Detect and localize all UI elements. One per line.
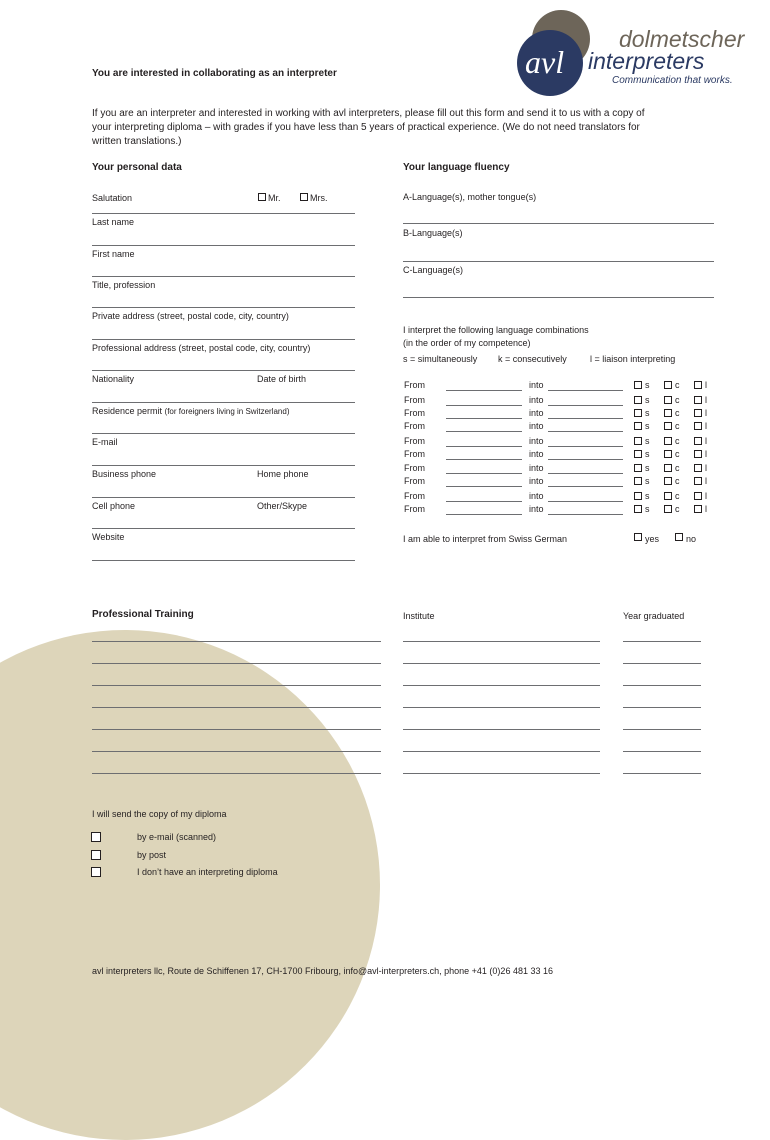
combo-into-label-8: into	[529, 476, 544, 486]
combo-into-label-1: into	[529, 380, 544, 390]
combo-from-field-10[interactable]	[446, 514, 522, 515]
year-field-2[interactable]	[623, 663, 701, 664]
combo-into-field-4[interactable]	[548, 431, 623, 432]
combo-l-checkbox-1[interactable]	[694, 381, 702, 389]
logo	[515, 8, 765, 93]
year-field-5[interactable]	[623, 729, 701, 730]
combo-l-checkbox-4[interactable]	[694, 422, 702, 430]
b-language-field[interactable]	[403, 261, 714, 262]
combo-from-field-8[interactable]	[446, 486, 522, 487]
combo-c-checkbox-5[interactable]	[664, 437, 672, 445]
combo-s-checkbox-4[interactable]	[634, 422, 642, 430]
combo-c-checkbox-6[interactable]	[664, 450, 672, 458]
combo-l-checkbox-10[interactable]	[694, 505, 702, 513]
combo-s-label-4: s	[645, 421, 650, 431]
combo-into-label-4: into	[529, 421, 544, 431]
mrs-label: Mrs.	[310, 193, 328, 203]
last-name-field[interactable]	[92, 245, 355, 246]
fluency-title: Your language fluency	[403, 162, 510, 173]
combo-s-label-1: s	[645, 380, 650, 390]
combo-s-checkbox-9[interactable]	[634, 492, 642, 500]
c-language-field[interactable]	[403, 297, 714, 298]
combo-into-field-6[interactable]	[548, 459, 623, 460]
combo-into-field-7[interactable]	[548, 473, 623, 474]
date-of-birth-label: Date of birth	[257, 374, 307, 384]
combo-into-label-10: into	[529, 504, 544, 514]
no-diploma-label: I don’t have an interpreting diploma	[137, 867, 278, 877]
logo-interpreters-text: interpreters	[588, 48, 705, 74]
combo-l-label-6: l	[705, 449, 707, 459]
swiss-german-no-checkbox[interactable]	[675, 533, 683, 541]
no-diploma-checkbox[interactable]	[91, 867, 101, 877]
a-language-label: A-Language(s), mother tongue(s)	[403, 192, 537, 202]
combo-s-checkbox-2[interactable]	[634, 396, 642, 404]
combo-from-field-7[interactable]	[446, 473, 522, 474]
legend-l: l = liaison interpreting	[590, 354, 676, 364]
combo-c-label-10: c	[675, 504, 680, 514]
training-field-7[interactable]	[92, 773, 381, 774]
combo-s-label-6: s	[645, 449, 650, 459]
combo-from-field-2[interactable]	[446, 405, 522, 406]
website-field[interactable]	[92, 560, 355, 561]
combo-c-label-7: c	[675, 463, 680, 473]
private-address-field[interactable]	[92, 339, 355, 340]
combo-s-checkbox-5[interactable]	[634, 437, 642, 445]
combo-c-checkbox-7[interactable]	[664, 464, 672, 472]
combo-l-label-1: l	[705, 380, 707, 390]
institute-field-4[interactable]	[403, 707, 600, 708]
combo-from-field-5[interactable]	[446, 446, 522, 447]
combo-from-field-3[interactable]	[446, 418, 522, 419]
personal-data-title: Your personal data	[92, 162, 182, 173]
residence-permit-label	[92, 406, 289, 416]
year-field-1[interactable]	[623, 641, 701, 642]
year-field-3[interactable]	[623, 685, 701, 686]
combo-l-label-5: l	[705, 436, 707, 446]
combo-l-label-8: l	[705, 476, 707, 486]
combo-from-label-9: From	[404, 491, 425, 501]
combo-into-field-3[interactable]	[548, 418, 623, 419]
combo-c-checkbox-4[interactable]	[664, 422, 672, 430]
combo-s-label-10: s	[645, 504, 650, 514]
logo-tagline: Communication that works.	[612, 75, 733, 86]
professional-address-field[interactable]	[92, 370, 355, 371]
combo-s-checkbox-6[interactable]	[634, 450, 642, 458]
combo-line-2: (in the order of my competence)	[403, 338, 531, 348]
year-field-4[interactable]	[623, 707, 701, 708]
combo-c-checkbox-9[interactable]	[664, 492, 672, 500]
combo-line-1: I interpret the following language combinations	[403, 325, 589, 335]
combo-from-label-1: From	[404, 380, 425, 390]
combo-l-label-7: l	[705, 463, 707, 473]
a-language-field[interactable]	[403, 223, 714, 224]
residence-permit-text: Residence permit	[92, 406, 163, 416]
year-graduated-label: Year graduated	[623, 611, 685, 621]
training-field-3[interactable]	[92, 685, 381, 686]
mr-label: Mr.	[268, 193, 281, 203]
combo-s-checkbox-7[interactable]	[634, 464, 642, 472]
combo-l-checkbox-8[interactable]	[694, 477, 702, 485]
combo-from-label-5: From	[404, 436, 425, 446]
home-phone-label: Home phone	[257, 469, 309, 479]
email-label: E-mail	[92, 437, 118, 447]
b-language-label: B-Language(s)	[403, 228, 463, 238]
combo-s-checkbox-8[interactable]	[634, 477, 642, 485]
combo-into-label-5: into	[529, 436, 544, 446]
combo-from-label-4: From	[404, 421, 425, 431]
business-phone-field[interactable]	[92, 497, 355, 498]
first-name-field[interactable]	[92, 276, 355, 277]
salutation-label: Salutation	[92, 193, 133, 203]
training-field-2[interactable]	[92, 663, 381, 664]
first-name-label: First name	[92, 249, 135, 259]
combo-c-checkbox-1[interactable]	[664, 381, 672, 389]
title-profession-label: Title, profession	[92, 280, 156, 290]
combo-c-label-6: c	[675, 449, 680, 459]
combo-c-label-4: c	[675, 421, 680, 431]
diploma-email-label: by e-mail (scanned)	[137, 832, 217, 842]
combo-from-label-3: From	[404, 408, 425, 418]
year-field-7[interactable]	[623, 773, 701, 774]
combo-l-checkbox-7[interactable]	[694, 464, 702, 472]
combo-into-field-10[interactable]	[548, 514, 623, 515]
combo-from-field-4[interactable]	[446, 431, 522, 432]
training-field-4[interactable]	[92, 707, 381, 708]
combo-s-label-9: s	[645, 491, 650, 501]
year-field-6[interactable]	[623, 751, 701, 752]
combo-l-checkbox-3[interactable]	[694, 409, 702, 417]
mr-checkbox[interactable]	[258, 193, 266, 201]
residence-permit-note: (for foreigners living in Switzerland)	[164, 407, 290, 416]
combo-l-label-3: l	[705, 408, 707, 418]
training-field-6[interactable]	[92, 751, 381, 752]
institute-field-2[interactable]	[403, 663, 600, 664]
combo-into-field-5[interactable]	[548, 446, 623, 447]
combo-l-checkbox-6[interactable]	[694, 450, 702, 458]
website-label: Website	[92, 532, 125, 542]
combo-l-label-9: l	[705, 491, 707, 501]
combo-from-label-6: From	[404, 449, 425, 459]
combo-s-checkbox-1[interactable]	[634, 381, 642, 389]
combo-from-label-7: From	[404, 463, 425, 473]
intro-line-1: If you are an interpreter and interested in working with avl interpreters, please fill out this form and send it to us with a copy of	[92, 108, 645, 119]
logo-dolmetscher-text: dolmetscher	[619, 26, 745, 52]
swiss-german-label: I am able to interpret from Swiss German	[403, 534, 568, 544]
nationality-label: Nationality	[92, 374, 135, 384]
combo-from-field-6[interactable]	[446, 459, 522, 460]
title-profession-field[interactable]	[92, 307, 355, 308]
salutation-field-line[interactable]	[92, 213, 355, 214]
institute-field-5[interactable]	[403, 729, 600, 730]
combo-s-label-7: s	[645, 463, 650, 473]
combo-into-field-1[interactable]	[548, 390, 623, 391]
combo-l-label-10: l	[705, 504, 707, 514]
mrs-checkbox[interactable]	[300, 193, 308, 201]
combo-from-label-10: From	[404, 504, 425, 514]
logo-avl-text: avl	[525, 44, 565, 80]
combo-c-label-8: c	[675, 476, 680, 486]
diploma-title: I will send the copy of my diploma	[92, 809, 227, 819]
c-language-label: C-Language(s)	[403, 265, 464, 275]
combo-s-label-2: s	[645, 395, 650, 405]
swiss-german-yes-checkbox[interactable]	[634, 533, 642, 541]
combo-s-label-5: s	[645, 436, 650, 446]
footer-address: avl interpreters llc, Route de Schiffenen 17, CH-1700 Fribourg, info@avl-interpreters.ch, phone +41 (0)26 481 33 16	[92, 966, 553, 976]
combo-c-label-1: c	[675, 380, 680, 390]
training-title: Professional Training	[92, 609, 194, 620]
legend-s: s = simultaneously	[403, 354, 478, 364]
combo-into-label-9: into	[529, 491, 544, 501]
combo-into-label-3: into	[529, 408, 544, 418]
combo-l-label-2: l	[705, 395, 707, 405]
combo-s-label-3: s	[645, 408, 650, 418]
combo-c-label-3: c	[675, 408, 680, 418]
private-address-label: Private address (street, postal code, city, country)	[92, 311, 289, 321]
combo-c-checkbox-8[interactable]	[664, 477, 672, 485]
combo-from-label-8: From	[404, 476, 425, 486]
combo-into-label-6: into	[529, 449, 544, 459]
combo-c-label-9: c	[675, 491, 680, 501]
combo-c-checkbox-10[interactable]	[664, 505, 672, 513]
last-name-label: Last name	[92, 217, 135, 227]
legend-k: k = consecutively	[498, 354, 567, 364]
other-skype-label: Other/Skype	[257, 501, 308, 511]
residence-permit-field[interactable]	[92, 433, 355, 434]
swiss-german-yes-label: yes	[645, 534, 660, 544]
training-field-1[interactable]	[92, 641, 381, 642]
swiss-german-no-label: no	[686, 534, 697, 544]
cell-phone-field[interactable]	[92, 528, 355, 529]
combo-from-field-1[interactable]	[446, 390, 522, 391]
combo-into-field-2[interactable]	[548, 405, 623, 406]
combo-l-checkbox-5[interactable]	[694, 437, 702, 445]
institute-label: Institute	[403, 611, 435, 621]
combo-s-checkbox-3[interactable]	[634, 409, 642, 417]
diploma-post-label: by post	[137, 850, 167, 860]
combo-l-label-4: l	[705, 421, 707, 431]
combo-s-label-8: s	[645, 476, 650, 486]
combo-s-checkbox-10[interactable]	[634, 505, 642, 513]
page-heading: You are interested in collaborating as an interpreter	[92, 68, 337, 79]
combo-into-label-2: into	[529, 395, 544, 405]
professional-address-label: Professional address (street, postal code, city, country)	[92, 343, 311, 353]
combo-from-label-2: From	[404, 395, 425, 405]
institute-field-6[interactable]	[403, 751, 600, 752]
combo-c-label-2: c	[675, 395, 680, 405]
combo-c-checkbox-3[interactable]	[664, 409, 672, 417]
diploma-post-checkbox[interactable]	[91, 850, 101, 860]
nationality-field[interactable]	[92, 402, 355, 403]
combo-l-checkbox-2[interactable]	[694, 396, 702, 404]
intro-line-2: your interpreting diploma – with grades if you have less than 5 years of practical experience. (We do not need translators for	[92, 122, 640, 133]
diploma-email-checkbox[interactable]	[91, 832, 101, 842]
institute-field-1[interactable]	[403, 641, 600, 642]
combo-c-label-5: c	[675, 436, 680, 446]
institute-field-7[interactable]	[403, 773, 600, 774]
cell-phone-label: Cell phone	[92, 501, 136, 511]
institute-field-3[interactable]	[403, 685, 600, 686]
combo-into-label-7: into	[529, 463, 544, 473]
combo-into-field-9[interactable]	[548, 501, 623, 502]
email-field[interactable]	[92, 465, 355, 466]
business-phone-label: Business phone	[92, 469, 157, 479]
combo-l-checkbox-9[interactable]	[694, 492, 702, 500]
combo-from-field-9[interactable]	[446, 501, 522, 502]
intro-line-3: written translations.)	[92, 136, 182, 147]
combo-into-field-8[interactable]	[548, 486, 623, 487]
training-field-5[interactable]	[92, 729, 381, 730]
combo-c-checkbox-2[interactable]	[664, 396, 672, 404]
